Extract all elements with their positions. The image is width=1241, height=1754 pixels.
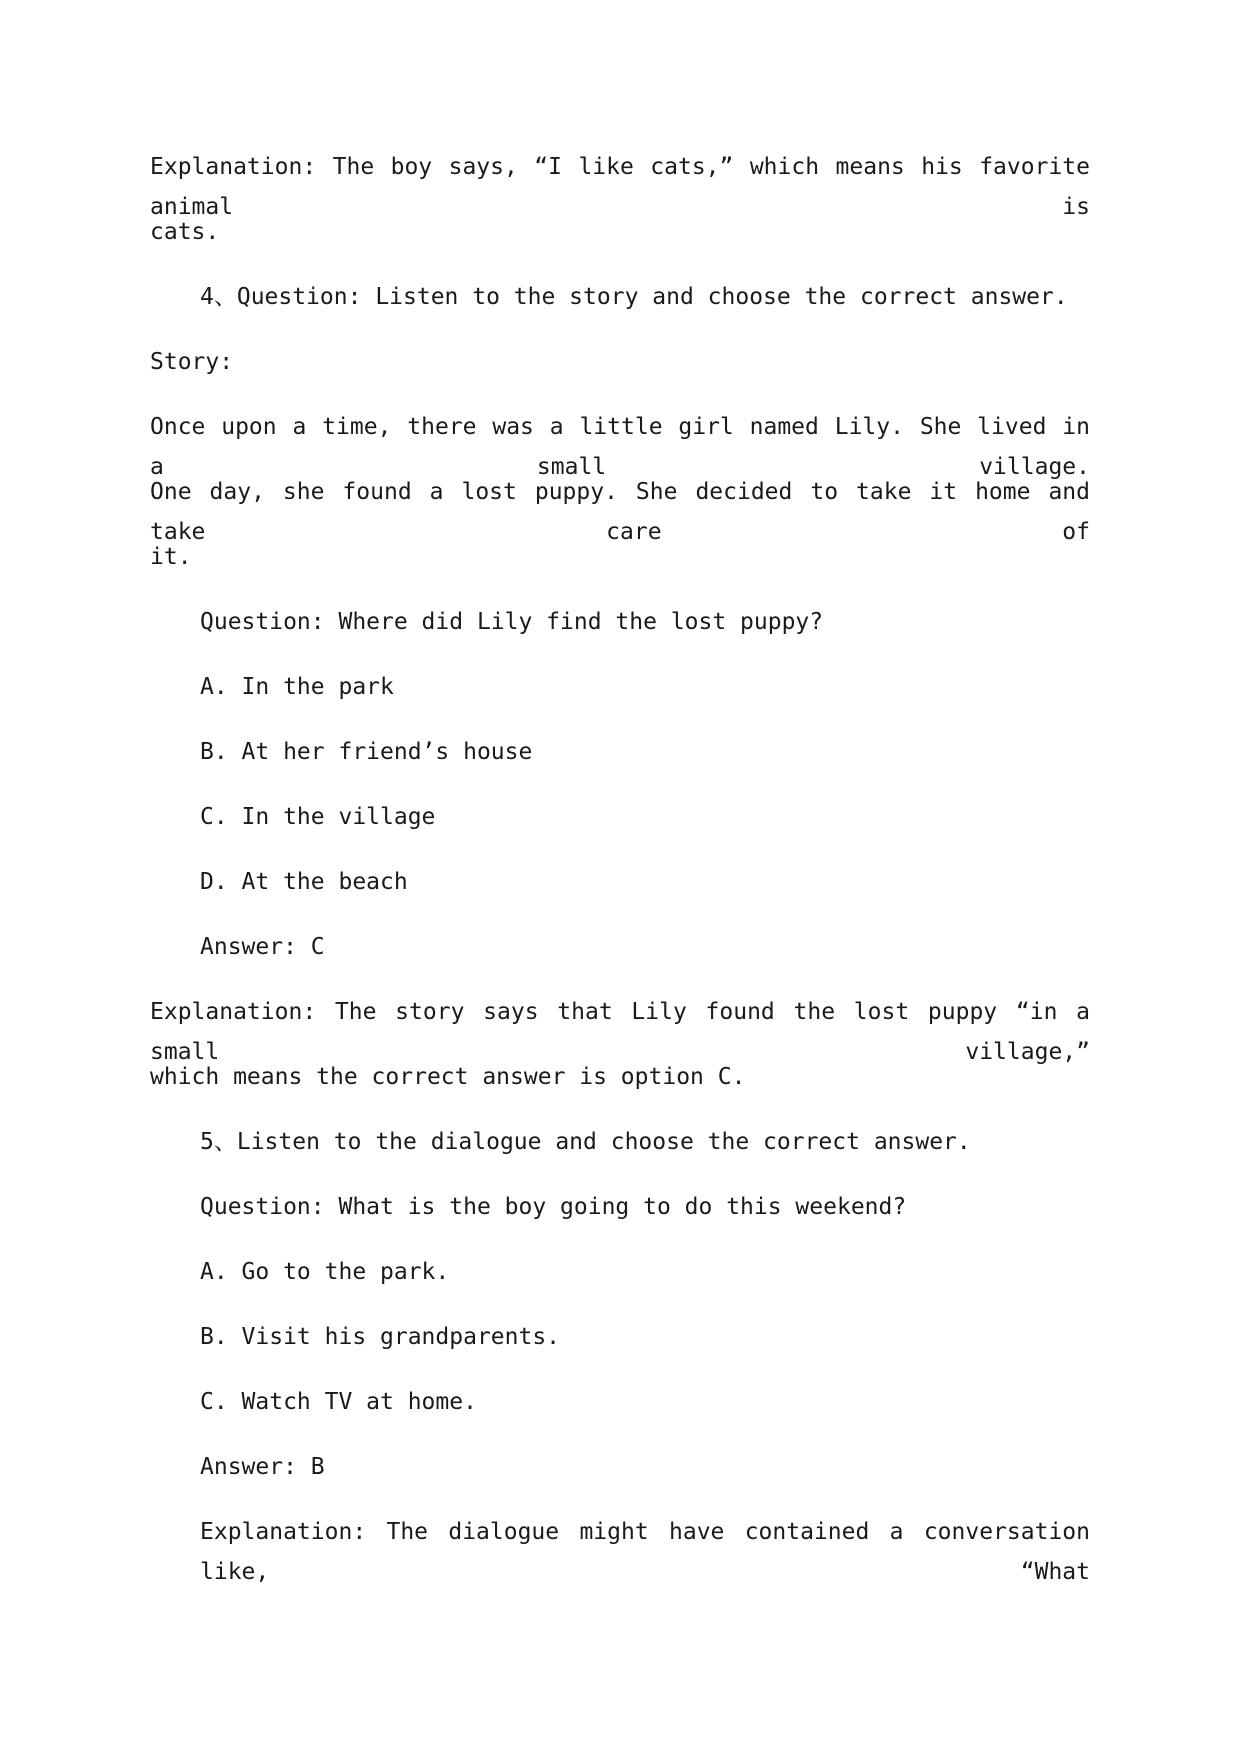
question-4-option-d: D. At the beach [200,869,408,895]
question-5-option-a: A. Go to the park. [200,1259,450,1285]
question-5-text: Question: What is the boy going to do this weekend? [200,1194,907,1220]
question-4-option-a: A. In the park [200,674,394,700]
question-4-text: Question: Where did Lily find the lost puppy? [200,609,824,635]
question-4-option-b: B. At her friend’s house [200,739,533,765]
explanation-3-line-2: cats. [150,219,220,245]
story-label: Story: [150,349,234,375]
story-line-2: One day, she found a lost puppy. She decided to take it home and take care of [150,479,1090,545]
explanation-4-line-2: which means the correct answer is option C. [150,1064,746,1090]
question-4-answer: Answer: C [200,934,325,960]
question-5-heading: 5、Listen to the dialogue and choose the correct answer. [200,1129,971,1155]
question-5-option-b: B. Visit his grandparents. [200,1324,561,1350]
question-4-heading: 4、Question: Listen to the story and choose the correct answer. [200,284,1068,310]
question-5-answer: Answer: B [200,1454,325,1480]
explanation-5-line-1: Explanation: The dialogue might have contained a conversation like, “What [200,1519,1090,1585]
explanation-3-line-1: Explanation: The boy says, “I like cats,” which means his favorite animal is [150,154,1090,220]
explanation-4-line-1: Explanation: The story says that Lily found the lost puppy “in a small village,” [150,999,1090,1065]
story-line-1: Once upon a time, there was a little girl named Lily. She lived in a small village. [150,414,1090,480]
question-4-option-c: C. In the village [200,804,436,830]
story-line-3: it. [150,544,192,570]
question-5-option-c: C. Watch TV at home. [200,1389,477,1415]
